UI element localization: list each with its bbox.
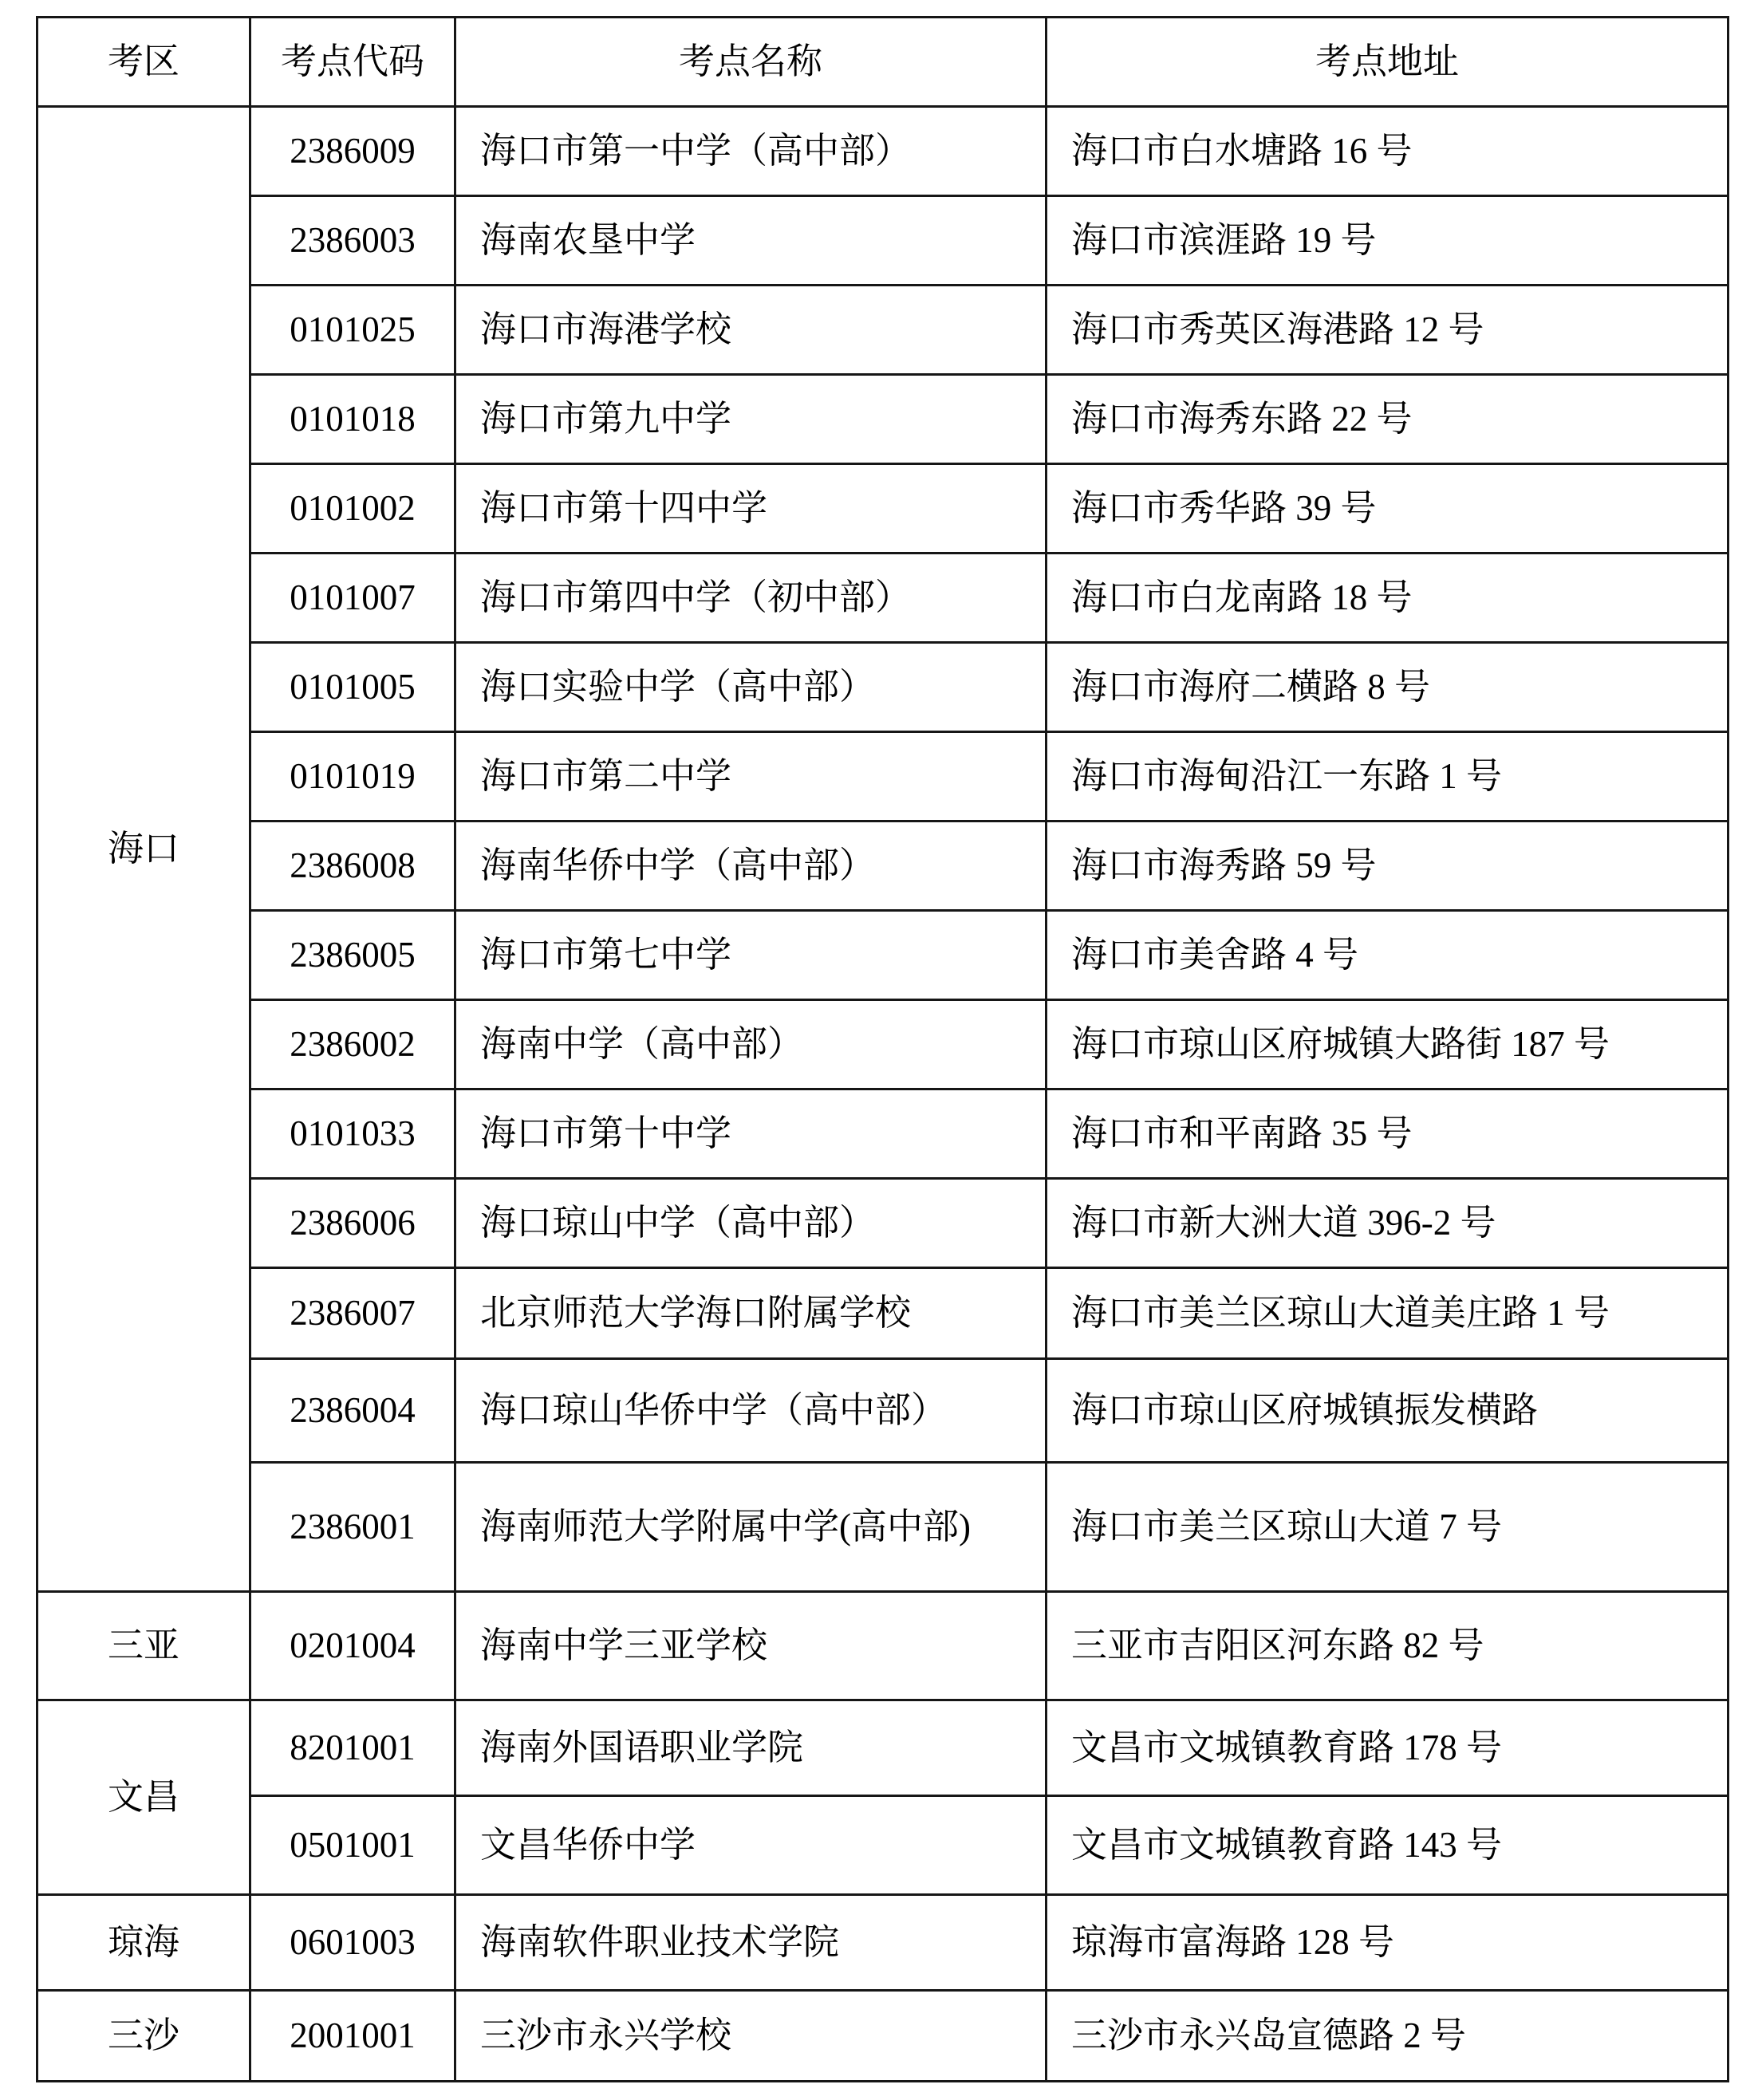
site-code-cell: 0101033 (250, 1089, 455, 1179)
table-row (37, 1991, 1728, 2082)
site-address-cell: 文昌市文城镇教育路 143 号 (1047, 1796, 1728, 1895)
table-row (37, 107, 1728, 196)
site-address-cell: 海口市新大洲大道 396-2 号 (1047, 1179, 1728, 1268)
table-row (37, 732, 1728, 821)
table-row (37, 464, 1728, 554)
site-address-cell: 海口市白龙南路 18 号 (1047, 554, 1728, 643)
header-site-name: 考点名称 (455, 18, 1047, 107)
table-row (37, 196, 1728, 286)
site-code-cell: 0601003 (250, 1895, 455, 1991)
site-address-cell: 海口市琼山区府城镇振发横路 (1047, 1359, 1728, 1463)
district-cell: 琼海 (37, 1895, 250, 1991)
site-code-cell: 2386005 (250, 911, 455, 1000)
site-name-cell: 海口市第二中学 (455, 732, 1047, 821)
site-code-cell: 0101002 (250, 464, 455, 554)
table-row (37, 1359, 1728, 1463)
table-row (37, 286, 1728, 375)
site-name-cell: 三沙市永兴学校 (455, 1991, 1047, 2082)
site-name-cell: 海口市海港学校 (455, 286, 1047, 375)
table-row (37, 375, 1728, 464)
site-address-cell: 海口市美舍路 4 号 (1047, 911, 1728, 1000)
table-row (37, 1700, 1728, 1796)
site-address-cell: 三亚市吉阳区河东路 82 号 (1047, 1592, 1728, 1700)
site-code-cell: 2386008 (250, 821, 455, 911)
table-row (37, 1179, 1728, 1268)
exam-table-body (37, 107, 1728, 2082)
site-name-cell: 海南华侨中学（高中部） (455, 821, 1047, 911)
site-address-cell: 海口市美兰区琼山大道 7 号 (1047, 1463, 1728, 1592)
table-row (37, 643, 1728, 732)
site-code-cell: 2386009 (250, 107, 455, 196)
site-code-cell: 0101007 (250, 554, 455, 643)
site-code-cell: 0101025 (250, 286, 455, 375)
site-name-cell: 海口市第七中学 (455, 911, 1047, 1000)
site-code-cell: 0101018 (250, 375, 455, 464)
site-name-cell: 海口市第十四中学 (455, 464, 1047, 554)
site-code-cell: 2386001 (250, 1463, 455, 1592)
site-address-cell: 海口市白水塘路 16 号 (1047, 107, 1728, 196)
site-name-cell: 海南外国语职业学院 (455, 1700, 1047, 1796)
site-address-cell: 海口市秀华路 39 号 (1047, 464, 1728, 554)
site-name-cell: 海口市第四中学（初中部） (455, 554, 1047, 643)
site-code-cell: 0101005 (250, 643, 455, 732)
table-row (37, 1000, 1728, 1089)
site-address-cell: 海口市秀英区海港路 12 号 (1047, 286, 1728, 375)
site-code-cell: 0201004 (250, 1592, 455, 1700)
table-row (37, 554, 1728, 643)
site-code-cell: 8201001 (250, 1700, 455, 1796)
district-cell: 文昌 (37, 1700, 250, 1895)
table-header (37, 18, 1728, 107)
site-address-cell: 海口市琼山区府城镇大路街 187 号 (1047, 1000, 1728, 1089)
site-name-cell: 海南中学三亚学校 (455, 1592, 1047, 1700)
site-code-cell: 2386003 (250, 196, 455, 286)
header-row (37, 18, 1728, 107)
table-row (37, 911, 1728, 1000)
table-row (37, 1592, 1728, 1700)
site-code-cell: 2386002 (250, 1000, 455, 1089)
site-name-cell: 海口琼山中学（高中部） (455, 1179, 1047, 1268)
exam-sites-table (36, 16, 1729, 2082)
site-code-cell: 0101019 (250, 732, 455, 821)
site-name-cell: 海口市第一中学（高中部） (455, 107, 1047, 196)
site-address-cell: 海口市海府二横路 8 号 (1047, 643, 1728, 732)
site-code-cell: 2001001 (250, 1991, 455, 2082)
district-cell: 海口 (37, 107, 250, 1592)
site-name-cell: 海南中学（高中部） (455, 1000, 1047, 1089)
table-row (37, 1895, 1728, 1991)
table-row (37, 1796, 1728, 1895)
site-address-cell: 文昌市文城镇教育路 178 号 (1047, 1700, 1728, 1796)
header-district: 考区 (37, 18, 250, 107)
district-cell: 三亚 (37, 1592, 250, 1700)
site-code-cell: 2386004 (250, 1359, 455, 1463)
header-site-address: 考点地址 (1047, 18, 1728, 107)
table-row (37, 1268, 1728, 1359)
site-address-cell: 海口市海甸沿江一东路 1 号 (1047, 732, 1728, 821)
site-address-cell: 三沙市永兴岛宣德路 2 号 (1047, 1991, 1728, 2082)
site-address-cell: 海口市滨涯路 19 号 (1047, 196, 1728, 286)
site-name-cell: 海口市第九中学 (455, 375, 1047, 464)
site-name-cell: 海口琼山华侨中学（高中部） (455, 1359, 1047, 1463)
site-address-cell: 海口市海秀路 59 号 (1047, 821, 1728, 911)
site-name-cell: 海南农垦中学 (455, 196, 1047, 286)
site-address-cell: 海口市海秀东路 22 号 (1047, 375, 1728, 464)
site-code-cell: 2386006 (250, 1179, 455, 1268)
site-name-cell: 海南软件职业技术学院 (455, 1895, 1047, 1991)
site-name-cell: 海口市第十中学 (455, 1089, 1047, 1179)
site-name-cell: 海南师范大学附属中学(高中部) (455, 1463, 1047, 1592)
table-row (37, 821, 1728, 911)
table-row (37, 1463, 1728, 1592)
site-code-cell: 0501001 (250, 1796, 455, 1895)
site-address-cell: 琼海市富海路 128 号 (1047, 1895, 1728, 1991)
site-address-cell: 海口市美兰区琼山大道美庄路 1 号 (1047, 1268, 1728, 1359)
site-name-cell: 文昌华侨中学 (455, 1796, 1047, 1895)
site-code-cell: 2386007 (250, 1268, 455, 1359)
site-name-cell: 北京师范大学海口附属学校 (455, 1268, 1047, 1359)
table-row (37, 1089, 1728, 1179)
header-site-code: 考点代码 (250, 18, 455, 107)
site-address-cell: 海口市和平南路 35 号 (1047, 1089, 1728, 1179)
site-name-cell: 海口实验中学（高中部） (455, 643, 1047, 732)
district-cell: 三沙 (37, 1991, 250, 2082)
